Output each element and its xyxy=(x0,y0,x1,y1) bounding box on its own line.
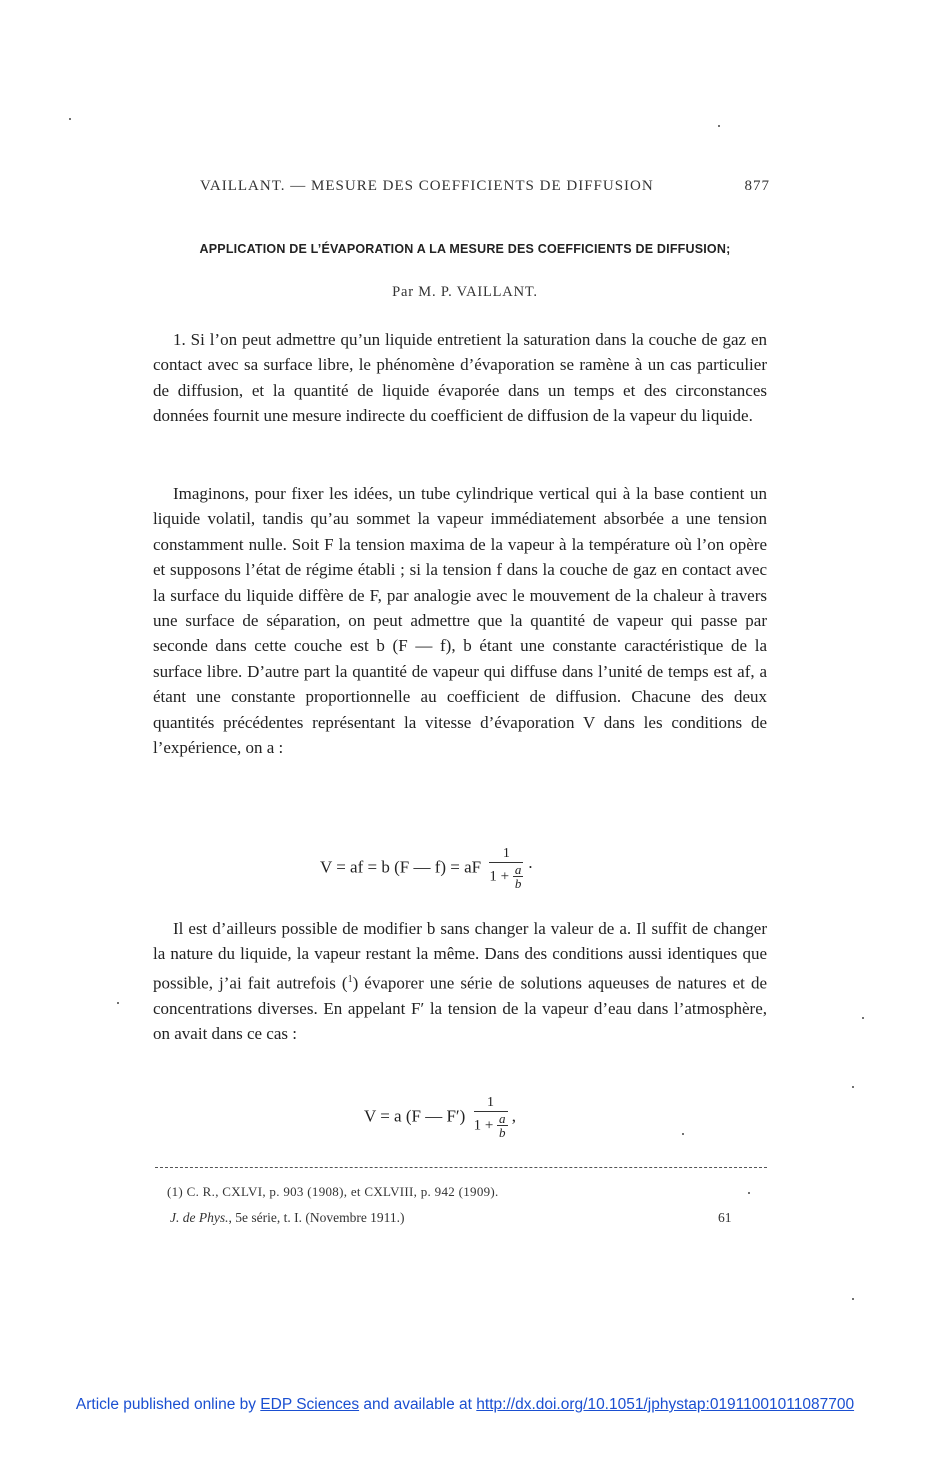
equation-1 xyxy=(320,846,533,891)
paragraph-3 xyxy=(153,916,767,1047)
running-title: VAILLANT. — MESURE DES COEFFICIENTS DE DIFFUSION xyxy=(200,178,654,194)
equation-2 xyxy=(364,1095,516,1140)
page-number: 877 xyxy=(744,178,770,194)
equation-2-denominator xyxy=(474,1112,508,1140)
equation-1-inner-bottom: b xyxy=(514,876,522,891)
equation-2-inner-bottom: b xyxy=(499,1125,506,1140)
journal-details: , 5e série, t. I. (Novembre 1911.) xyxy=(228,1210,405,1225)
equation-1-fraction xyxy=(489,846,523,891)
notice-middle: and available at xyxy=(359,1396,477,1413)
equation-2-numerator: 1 xyxy=(474,1095,508,1112)
notice-prefix: Article published online by xyxy=(75,1396,261,1413)
equation-1-tail: · xyxy=(527,857,534,877)
footnote: (1) C. R., CXLVI, p. 903 (1908), et CXLVIII, p. 942 (1909). xyxy=(167,1184,499,1199)
equation-2-lhs: V = a (F — F′) xyxy=(364,1106,466,1126)
scan-speck xyxy=(117,1002,119,1004)
equation-2-inner-top: a xyxy=(499,1111,506,1126)
scan-speck xyxy=(852,1298,854,1300)
running-header xyxy=(200,178,770,195)
scan-speck xyxy=(748,1192,750,1194)
equation-2-fraction xyxy=(474,1095,508,1140)
scan-speck xyxy=(69,118,71,120)
equation-1-inner-fraction xyxy=(513,863,524,891)
article-author: Par M. P. VAILLANT. xyxy=(392,284,538,300)
equation-1-den-prefix: 1 + xyxy=(489,868,510,885)
paragraph-3-part-b: ) évaporer une série de solutions aqueuses de natures et de concentrations diverses. En appelant F′ la tension de la vapeur d’eau dans l’atmosphère, on avait dans ce cas : xyxy=(153,973,767,1044)
paragraph-1: 1. Si l’on peut admettre qu’un liquide entretient la saturation dans la couche de gaz en contact avec sa surface libre, le phénomène d’évaporation se ramène à un cas particulier de diffusion, et la quantité de liquide évaporée dans un temps et des circonstances données fournit une mesure indirecte du coefficient de diffusion de la vapeur du liquide. xyxy=(153,330,767,426)
paragraph-3-part-a: Il est d’ailleurs possible de modifier b sans changer la valeur de a. Il suffit de changer la nature du liquide, la vapeur restant la même. Dans des conditions aussi identiques que possible, j’ai fait autrefois ( xyxy=(153,919,767,993)
doi-link[interactable]: http://dx.doi.org/10.1051/jphystap:01911001011087700 xyxy=(476,1396,855,1413)
sheet-number: 61 xyxy=(718,1210,732,1225)
journal-line xyxy=(170,1210,732,1226)
paragraph-2: Imaginons, pour fixer les idées, un tube cylindrique vertical qui à la base contient un liquide volatil, tandis qu’au sommet la vapeur immédiatement absorbée a une tension constamment nulle. Soit F la tension maxima de la vapeur à la température où l’on opère et supposons l’état de régime établi ; si la tension f dans la couche de gaz en contact avec la surface du liquide diffère de F, par analogie avec le mouvement de la chaleur à travers une surface de séparation, on peut admettre que la quantité de vapeur qui passe par seconde dans cette couche est b (F — f), b étant une constante caractéristique de la surface libre. D’autre part la quantité de vapeur qui diffuse dans l’unité de temps est af, a étant une constante proportionnelle au coefficient de diffusion. Chacune des deux quantités précédentes représentant la vitesse d’évaporation V dans les conditions de l’expérience, on a : xyxy=(153,484,767,758)
edp-sciences-link[interactable]: EDP Sciences xyxy=(260,1396,360,1413)
equation-1-inner-top: a xyxy=(514,862,522,877)
equation-1-numerator: 1 xyxy=(489,846,523,863)
footnote-reference: 1 xyxy=(347,973,353,985)
article-title: APPLICATION DE L’ÉVAPORATION A LA MESURE DES COEFFICIENTS DE DIFFUSION; xyxy=(199,242,731,256)
scan-speck xyxy=(718,125,720,127)
journal-name: J. de Phys. xyxy=(170,1210,229,1225)
equation-1-denominator xyxy=(489,863,523,891)
footnote-divider xyxy=(155,1167,767,1168)
equation-2-den-prefix: 1 + xyxy=(473,1117,494,1134)
publication-notice xyxy=(0,1396,930,1414)
equation-2-tail: , xyxy=(511,1106,517,1126)
equation-1-lhs: V = af = b (F — f) = aF xyxy=(320,857,482,877)
equation-2-inner-fraction xyxy=(497,1112,508,1140)
scan-speck xyxy=(862,1017,864,1019)
scan-speck xyxy=(682,1133,684,1135)
scan-speck xyxy=(852,1086,854,1088)
